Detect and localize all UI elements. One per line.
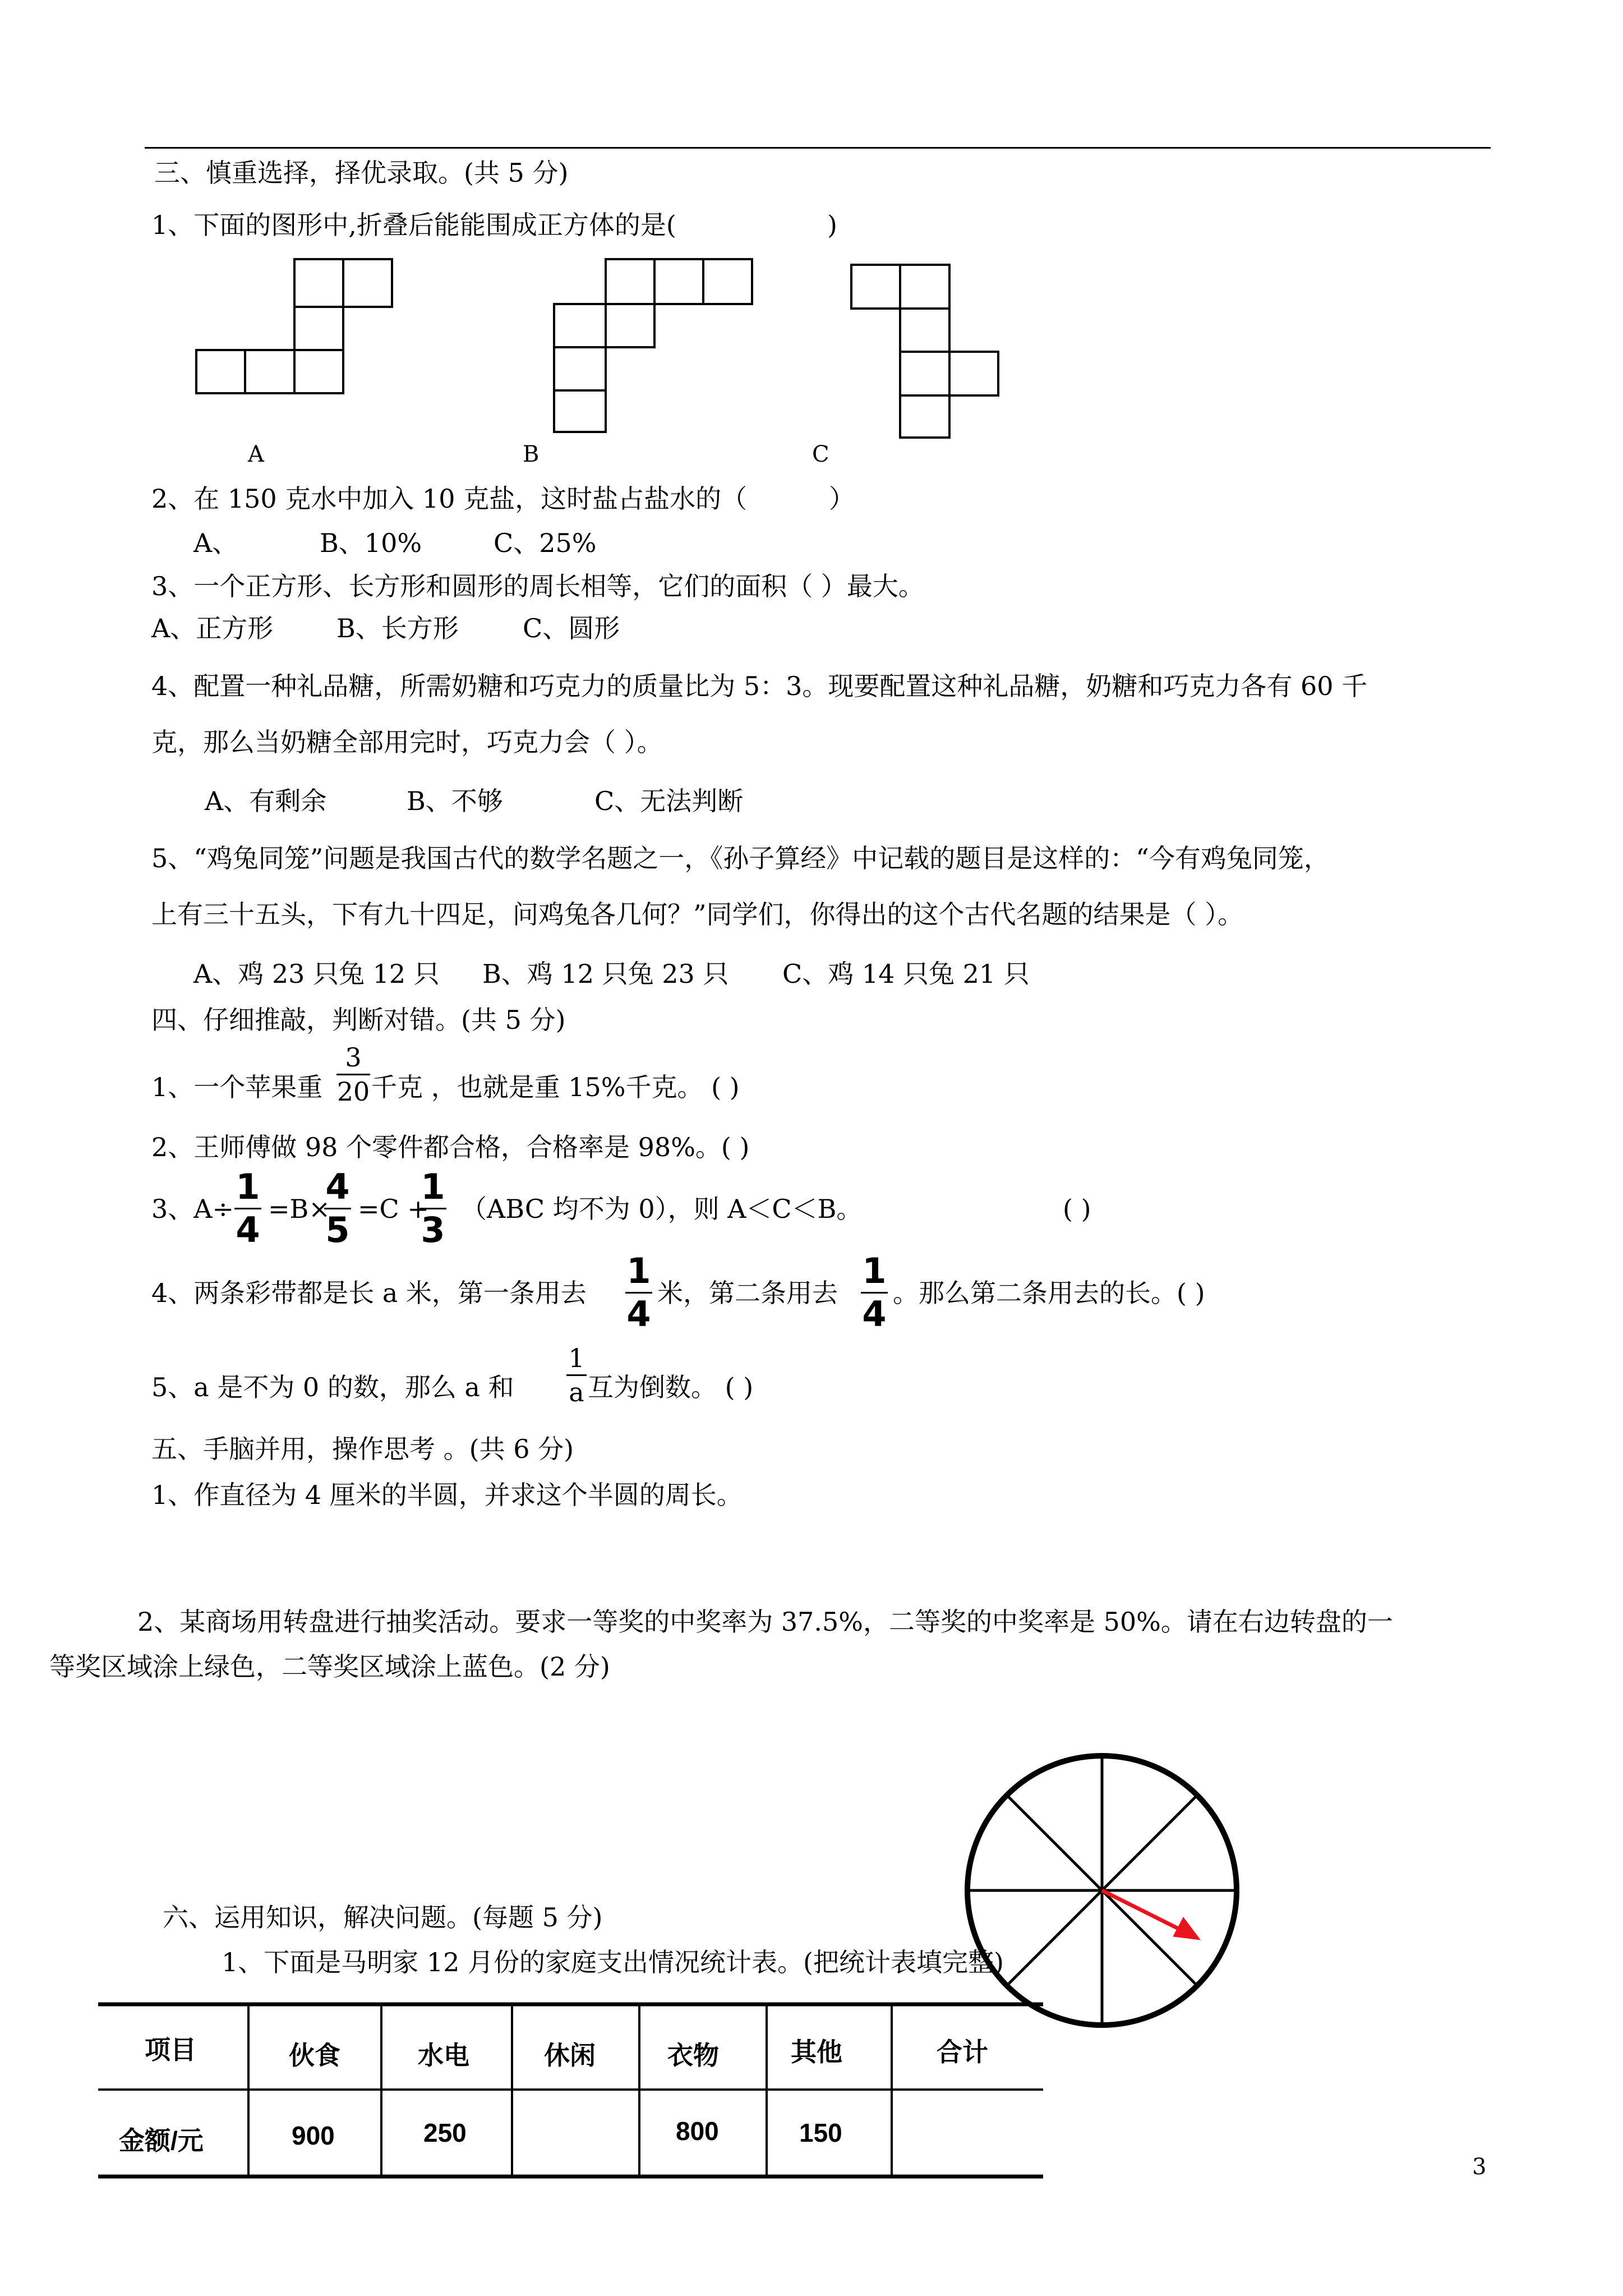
table-header-item: 项目 bbox=[145, 2035, 196, 2064]
q5-option-c: C、鸡 14 只兔 21 只 bbox=[782, 959, 1030, 989]
q4-option-b: B、不够 bbox=[407, 786, 503, 816]
section-5-title: 五、手脑并用，操作思考 。(共 6 分) bbox=[151, 1434, 574, 1464]
q5-option-b: B、鸡 12 只兔 23 只 bbox=[482, 959, 729, 989]
q1-close-paren: ) bbox=[827, 210, 837, 240]
s6-problem-1: 1、下面是马明家 12 月份的家庭支出情况统计表。(把统计表填完整) bbox=[222, 1947, 1004, 1977]
j3-text-d: （ABC 均不为 0），则 A＜C＜B。 bbox=[461, 1194, 863, 1224]
figure-label-b: B bbox=[523, 441, 540, 467]
j5-text-b: 互为倒数。 ( ) bbox=[588, 1372, 754, 1402]
q4-option-a: A、有剩余 bbox=[205, 786, 327, 816]
j1-text-b: 千克 ，也就是重 15%千克。 ( ) bbox=[371, 1072, 740, 1102]
j1-text-a: 1、一个苹果重 bbox=[151, 1072, 323, 1102]
s5-problem-1: 1、作直径为 4 厘米的半圆，并求这个半圆的周长。 bbox=[151, 1480, 743, 1510]
j3-fraction-1-numerator: 1 bbox=[236, 1166, 260, 1207]
q3-text: 3、一个正方形、长方形和圆形的周长相等，它们的面积（ ）最大。 bbox=[151, 571, 924, 601]
j3-fraction-3-numerator: 1 bbox=[421, 1166, 445, 1207]
j3-fraction-2-denominator: 5 bbox=[325, 1209, 350, 1250]
q4-line-1: 4、配置一种礼品糖，所需奶糖和巧克力的质量比为 5：3。现要配置这种礼品糖，奶糖和巧克力各有 60 千 bbox=[151, 671, 1368, 701]
j3-text-a: 3、A÷ bbox=[151, 1194, 234, 1224]
table-header-leisure: 休闲 bbox=[544, 2041, 596, 2070]
table-value-other: 150 bbox=[799, 2118, 842, 2147]
table-row-label: 金额/元 bbox=[119, 2126, 204, 2155]
figure-label-a: A bbox=[248, 441, 264, 467]
j5-fraction-numerator: 1 bbox=[568, 1343, 585, 1373]
j3-fraction-2-numerator: 4 bbox=[325, 1166, 350, 1207]
j3-text-c: =C + bbox=[358, 1194, 429, 1224]
j4-fraction-1-numerator: 1 bbox=[626, 1250, 651, 1291]
s5-problem-2-line-2: 等奖区域涂上绿色，二等奖区域涂上蓝色。(2 分) bbox=[49, 1651, 610, 1682]
q2-option-c: C、25% bbox=[494, 528, 597, 558]
q2-text: 2、在 150 克水中加入 10 克盐，这时盐占盐水的（ bbox=[151, 484, 748, 514]
j1-fraction-denominator: 20 bbox=[336, 1076, 370, 1107]
j4-fraction-2-denominator: 4 bbox=[862, 1294, 887, 1335]
section-3-title: 三、慎重选择，择优录取。(共 5 分) bbox=[154, 158, 569, 188]
j5-fraction-denominator: a bbox=[569, 1377, 584, 1407]
table-value-utilities: 250 bbox=[423, 2118, 467, 2147]
j4-text-a: 4、两条彩带都是长 a 米，第一条用去 bbox=[151, 1278, 587, 1308]
j3-answer-paren: ( ) bbox=[1063, 1194, 1091, 1224]
q1-text: 1、下面的图形中,折叠后能能围成正方体的是( bbox=[151, 210, 676, 240]
table-header-food: 伙食 bbox=[289, 2041, 340, 2070]
table-header-clothing: 衣物 bbox=[667, 2041, 719, 2070]
q5-line-2: 上有三十五头，下有九十四足，问鸡兔各几何？”同学们，你得出的这个古代名题的结果是（ ）。 bbox=[151, 899, 1244, 930]
table-header-total: 合计 bbox=[937, 2037, 988, 2067]
q3-option-c: C、圆形 bbox=[523, 613, 620, 643]
j4-text-b: 米，第二条用去 bbox=[657, 1278, 838, 1308]
q4-line-2: 克，那么当奶糖全部用完时，巧克力会（ ）。 bbox=[151, 727, 663, 757]
table-value-clothing: 800 bbox=[676, 2116, 719, 2146]
j3-text-b: =B× bbox=[268, 1194, 330, 1224]
j3-fraction-1-denominator: 4 bbox=[236, 1209, 260, 1250]
j4-fraction-1-denominator: 4 bbox=[626, 1294, 651, 1335]
q2-option-a: A、 bbox=[193, 528, 238, 558]
table-header-other: 其他 bbox=[791, 2037, 842, 2067]
q3-option-a: A、正方形 bbox=[151, 613, 274, 643]
q5-option-a: A、鸡 23 只兔 12 只 bbox=[193, 959, 440, 989]
j4-text-c: 。那么第二条用去的长。( ) bbox=[893, 1278, 1205, 1308]
figure-label-c: C bbox=[812, 441, 829, 467]
j2-text: 2、王师傅做 98 个零件都合格，合格率是 98%。( ) bbox=[151, 1132, 750, 1162]
q2-option-b: B、10% bbox=[320, 528, 422, 558]
table-value-food: 900 bbox=[292, 2121, 335, 2150]
table-header-utilities: 水电 bbox=[418, 2041, 469, 2070]
j4-fraction-2-numerator: 1 bbox=[862, 1250, 887, 1291]
q3-option-b: B、长方形 bbox=[336, 613, 459, 643]
page-number: 3 bbox=[1472, 2154, 1487, 2180]
q5-line-1: 5、“鸡兔同笼”问题是我国古代的数学名题之一，《孙子算经》中记载的题目是这样的：“今有鸡兔同笼， bbox=[151, 843, 1330, 873]
section-6-title: 六、运用知识，解决问题。(每题 5 分) bbox=[163, 1902, 603, 1932]
section-4-title: 四、仔细推敲，判断对错。(共 5 分) bbox=[151, 1005, 566, 1035]
j5-text-a: 5、a 是不为 0 的数，那么 a 和 bbox=[151, 1372, 514, 1402]
q4-option-c: C、无法判断 bbox=[594, 786, 744, 816]
q2-close-paren: ） bbox=[829, 484, 855, 514]
j1-fraction-numerator: 3 bbox=[345, 1042, 362, 1073]
s5-problem-2-line-1: 2、某商场用转盘进行抽奖活动。要求一等奖的中奖率为 37.5%，二等奖的中奖率是 50%。请在右边转盘的一 bbox=[137, 1607, 1393, 1637]
j3-fraction-3-denominator: 3 bbox=[421, 1209, 445, 1250]
